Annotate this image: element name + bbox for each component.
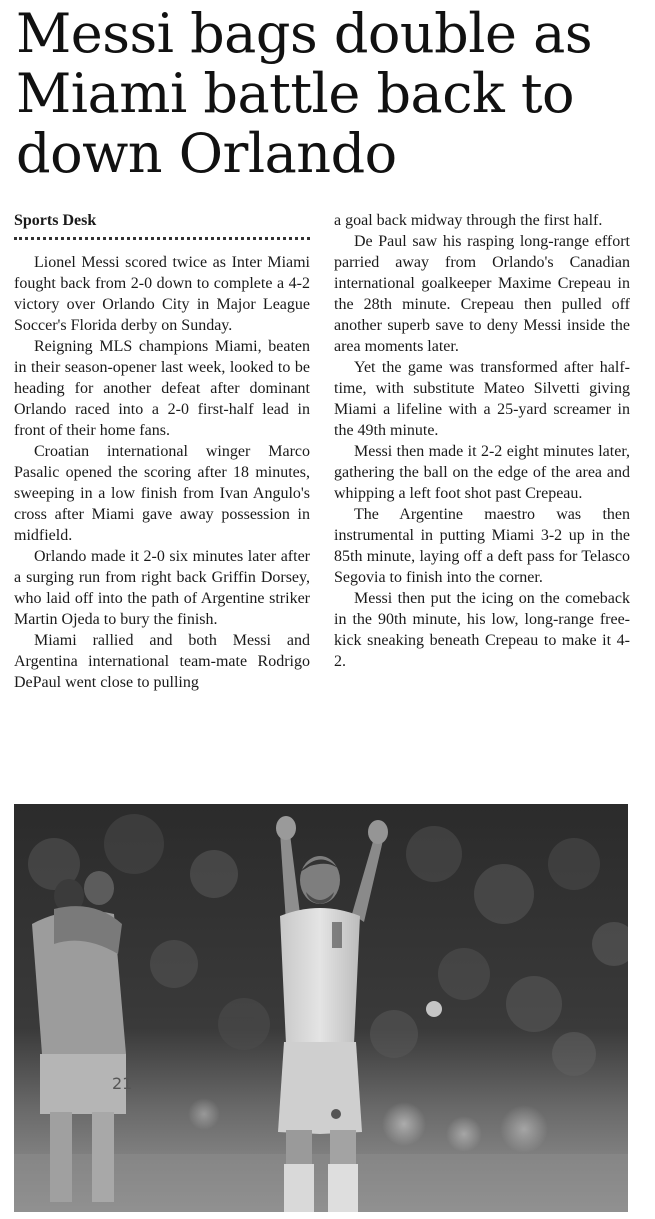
paragraph: Yet the game was transformed after half-time, with substitute Mateo Silvetti giving Miami a lifeline with a 25-yard screamer in the 49th minute. [334,359,630,439]
byline: Sports Desk [14,210,310,240]
paragraph: Lionel Messi scored twice as Inter Miami fought back from 2-0 down to complete a 4-2 victory over Orlando City in Major League Soccer's Florida derby on Sunday. [14,254,310,334]
paragraph: Messi then made it 2-2 eight minutes later, gathering the ball on the edge of the area and whipping a left foot shot past Crepeau. [334,443,630,502]
paragraph-continued: a goal back midway through the first half. [334,212,603,229]
headline: Messi bags double as Miami battle back to down Orlando [16,2,593,185]
paragraph: De Paul saw his rasping long-range effort parried away from Orlando's Canadian international goalkeeper Maxime Crepeau in the 28th minute. Crepeau then pulled off another superb save to deny Messi inside the area moments later. [334,233,630,355]
jersey-number: 21 [112,1074,133,1093]
photo-illustration [14,804,628,1212]
article-column-1 [14,210,310,693]
paragraph: Reigning MLS champions Miami, beaten in their season-opener last week, looked to be heading for another defeat after dominant Orlando raced into a 2-0 first-half lead in front of their home fans. [14,338,310,439]
paragraph: Miami rallied and both Messi and Argentina international team-mate Rodrigo DePaul went close to pulling [14,632,310,691]
paragraph: Messi then put the icing on the comeback in the 90th minute, his low, long-range free-kick sneaking beneath Crepeau to make it 4-2. [334,590,630,670]
news-photo [14,804,628,1212]
paragraph: Croatian international winger Marco Pasalic opened the scoring after 18 minutes, sweeping in a low finish from Ivan Angulo's cross after Miami gave away possession in midfield. [14,443,310,544]
paragraph: The Argentine maestro was then instrumental in putting Miami 3-2 up in the 85th minute, laying off a deft pass for Telasco Segovia to finish into the corner. [334,506,630,586]
paragraph: Orlando made it 2-0 six minutes later after a surging run from right back Griffin Dorsey, who laid off into the path of Argentine striker Martin Ojeda to bury the finish. [14,548,310,628]
article-column-2 [334,210,630,693]
article-body [14,210,630,693]
